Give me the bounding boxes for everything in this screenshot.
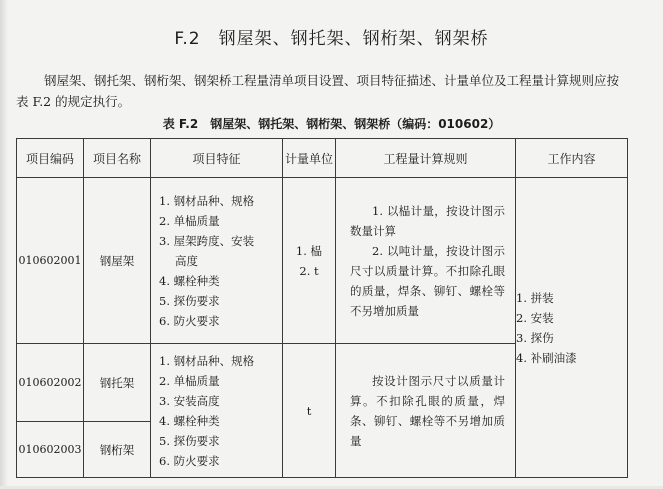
row-features xyxy=(151,178,283,344)
header-work: 工作内容 xyxy=(516,139,628,178)
rule-item: 1. 以榀计量，按设计图示数量计算 xyxy=(350,203,505,238)
feature-item: 5. 探伤要求 xyxy=(159,293,220,308)
spec-table xyxy=(16,138,628,478)
page-edge-shadow xyxy=(0,0,8,489)
table-header-row xyxy=(17,139,628,178)
header-code: 项目编码 xyxy=(17,139,84,178)
row-code: 010602002 xyxy=(17,344,84,422)
feature-item: 3. 安装高度 xyxy=(159,393,220,408)
unit-option: 1. 榀 xyxy=(295,243,323,258)
feature-item: 2. 单榀质量 xyxy=(159,373,220,388)
row-code: 010602001 xyxy=(17,178,84,344)
feature-item-text: 3. 屋架跨度、安装 xyxy=(159,233,255,248)
rule-item: 按设计图示尺寸以质量计算。不扣除孔眼的质量，焊条、铆钉、螺栓等不另增加质量 xyxy=(350,373,505,448)
shared-features-cell xyxy=(151,344,283,478)
work-item: 1. 拼装 xyxy=(516,290,554,305)
row-name: 钢桁架 xyxy=(84,422,151,478)
feature-item: 4. 螺栓种类 xyxy=(159,413,220,428)
header-features: 项目特征 xyxy=(151,139,283,178)
feature-item: 2. 单榀质量 xyxy=(159,213,220,228)
intro-paragraph: 钢屋架、钢托架、钢桁架、钢架桥工程量清单项目设置、项目特征描述、计量单位及工程量计算规则应按表 F.2 的规定执行。 xyxy=(16,73,620,109)
section-title: F.2 钢屋架、钢托架、钢桁架、钢架桥 xyxy=(174,29,489,49)
header-name: 项目名称 xyxy=(84,139,151,178)
row-unit xyxy=(283,178,336,344)
work-item: 4. 补刷油漆 xyxy=(516,350,577,365)
feature-item xyxy=(159,231,278,271)
work-item: 2. 安装 xyxy=(516,310,554,325)
feature-item: 1. 钢材品种、规格 xyxy=(159,353,255,368)
feature-item-continuation: 高度 xyxy=(175,253,198,268)
row-name: 钢托架 xyxy=(84,344,151,422)
work-content-cell xyxy=(516,178,628,478)
feature-item: 6. 防火要求 xyxy=(159,313,220,328)
header-unit: 计量单位 xyxy=(283,139,336,178)
header-rule: 工程量计算规则 xyxy=(336,139,516,178)
shared-rule-cell xyxy=(336,344,516,478)
shared-unit-cell: t xyxy=(283,344,336,478)
feature-item: 1. 钢材品种、规格 xyxy=(159,193,255,208)
table-caption: 表 F.2 钢屋架、钢托架、钢桁架、钢架桥（编码：010602） xyxy=(162,117,501,131)
row-rule xyxy=(336,178,516,344)
unit-option: 2. t xyxy=(299,263,319,278)
feature-item: 6. 防火要求 xyxy=(159,453,220,468)
table-row xyxy=(17,178,628,344)
work-item: 3. 探伤 xyxy=(516,330,554,345)
feature-item: 5. 探伤要求 xyxy=(159,433,220,448)
feature-item: 4. 螺栓种类 xyxy=(159,273,220,288)
rule-item: 2. 以吨计量，按设计图示尺寸以质量计算。不扣除孔眼的质量，焊条、铆钉、螺栓等不另增加质量 xyxy=(350,243,505,318)
row-name: 钢屋架 xyxy=(84,178,151,344)
row-code: 010602003 xyxy=(17,422,84,478)
